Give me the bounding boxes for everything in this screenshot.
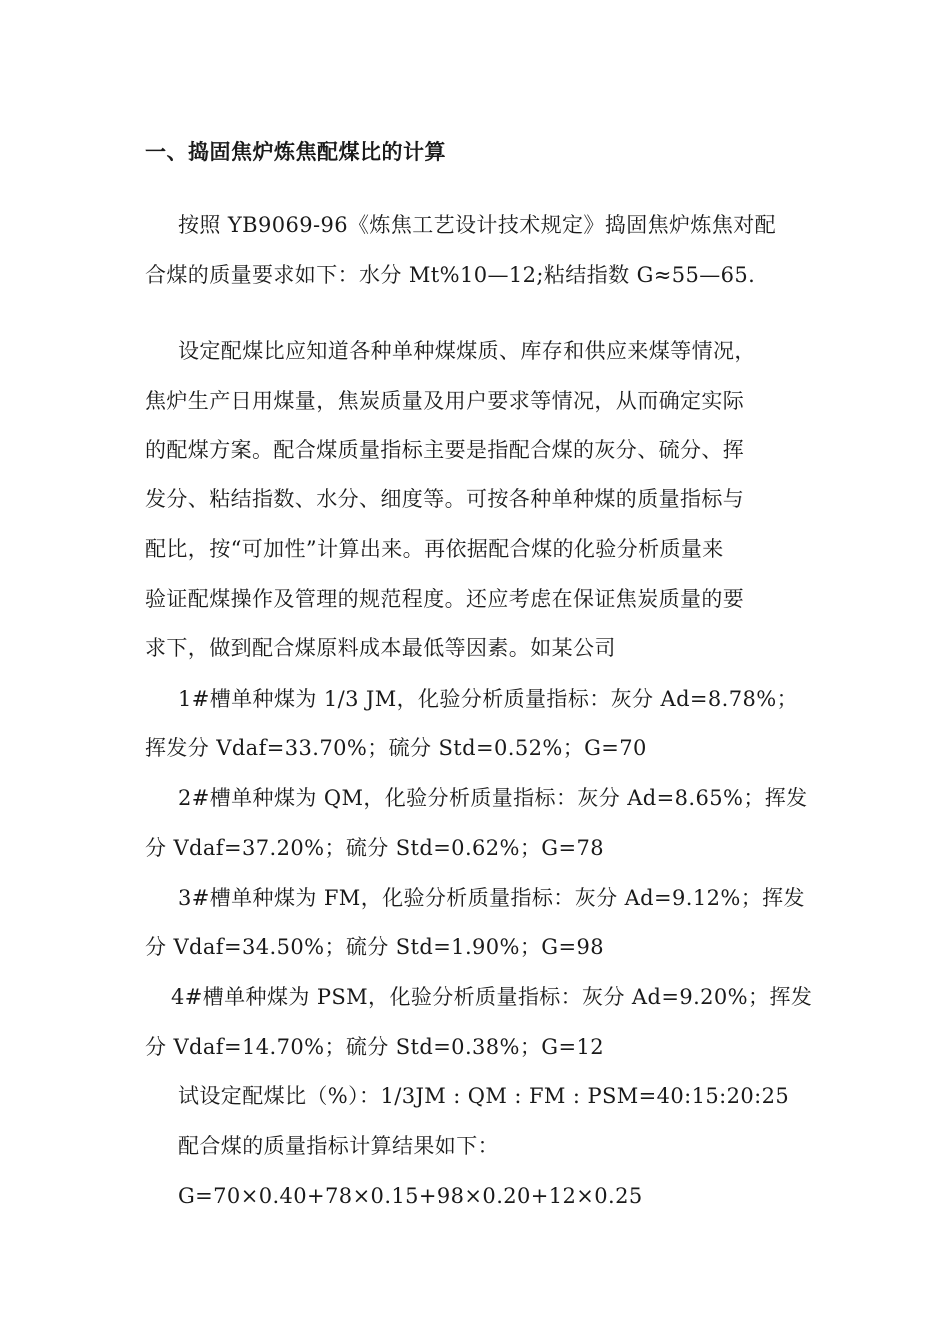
paragraph-line: 焦炉生产日用煤量，焦炭质量及用户要求等情况，从而确定实际 xyxy=(145,389,745,413)
coal-spec-line: 分 Vdaf=34.50%；硫分 Std=1.90%；G=98 xyxy=(145,935,604,959)
coal-spec-line: 分 Vdaf=14.70%；硫分 Std=0.38%；G=12 xyxy=(145,1035,604,1059)
calculation-intro-line: 配合煤的质量指标计算结果如下： xyxy=(178,1134,499,1158)
coal-spec-line: 3#槽单种煤为 FM，化验分析质量指标：灰分 Ad=9.12%；挥发 xyxy=(178,886,805,910)
coal-spec-line: 1#槽单种煤为 1/3 JM，化验分析质量指标：灰分 Ad=8.78%； xyxy=(178,687,799,711)
coal-spec-line: 4#槽单种煤为 PSM，化验分析质量指标：灰分 Ad=9.20%；挥发 xyxy=(171,985,813,1009)
coal-spec-line: 挥发分 Vdaf=33.70%；硫分 Std=0.52%；G=70 xyxy=(145,736,647,760)
formula-line: G=70×0.40+78×0.15+98×0.20+12×0.25 xyxy=(178,1184,643,1208)
section-heading: 一、捣固焦炉炼焦配煤比的计算 xyxy=(145,140,446,164)
paragraph-line: 求下，做到配合煤原料成本最低等因素。如某公司 xyxy=(145,636,616,660)
paragraph-line: 验证配煤操作及管理的规范程度。还应考虑在保证焦炭质量的要 xyxy=(145,587,745,611)
paragraph-line: 发分、粘结指数、水分、细度等。可按各种单种煤的质量指标与 xyxy=(145,487,745,511)
paragraph-line: 配比，按“可加性”计算出来。再依据配合煤的化验分析质量来 xyxy=(145,537,724,561)
coal-spec-line: 2#槽单种煤为 QM，化验分析质量指标：灰分 Ad=8.65%；挥发 xyxy=(178,786,808,810)
blend-ratio-line: 试设定配煤比（%）：1/3JM : QM : FM : PSM=40:15:20:25 xyxy=(178,1084,790,1108)
coal-spec-line: 分 Vdaf=37.20%；硫分 Std=0.62%；G=78 xyxy=(145,836,604,860)
paragraph-line: 设定配煤比应知道各种单种煤煤质、库存和供应来煤等情况， xyxy=(178,339,756,363)
paragraph-line: 合煤的质量要求如下：水分 Mt%10—12;粘结指数 G≈55—65. xyxy=(145,263,756,287)
paragraph-line: 的配煤方案。配合煤质量指标主要是指配合煤的灰分、硫分、挥 xyxy=(145,438,745,462)
paragraph-line: 按照 YB9069-96《炼焦工艺设计技术规定》捣固焦炉炼焦对配 xyxy=(178,213,777,237)
